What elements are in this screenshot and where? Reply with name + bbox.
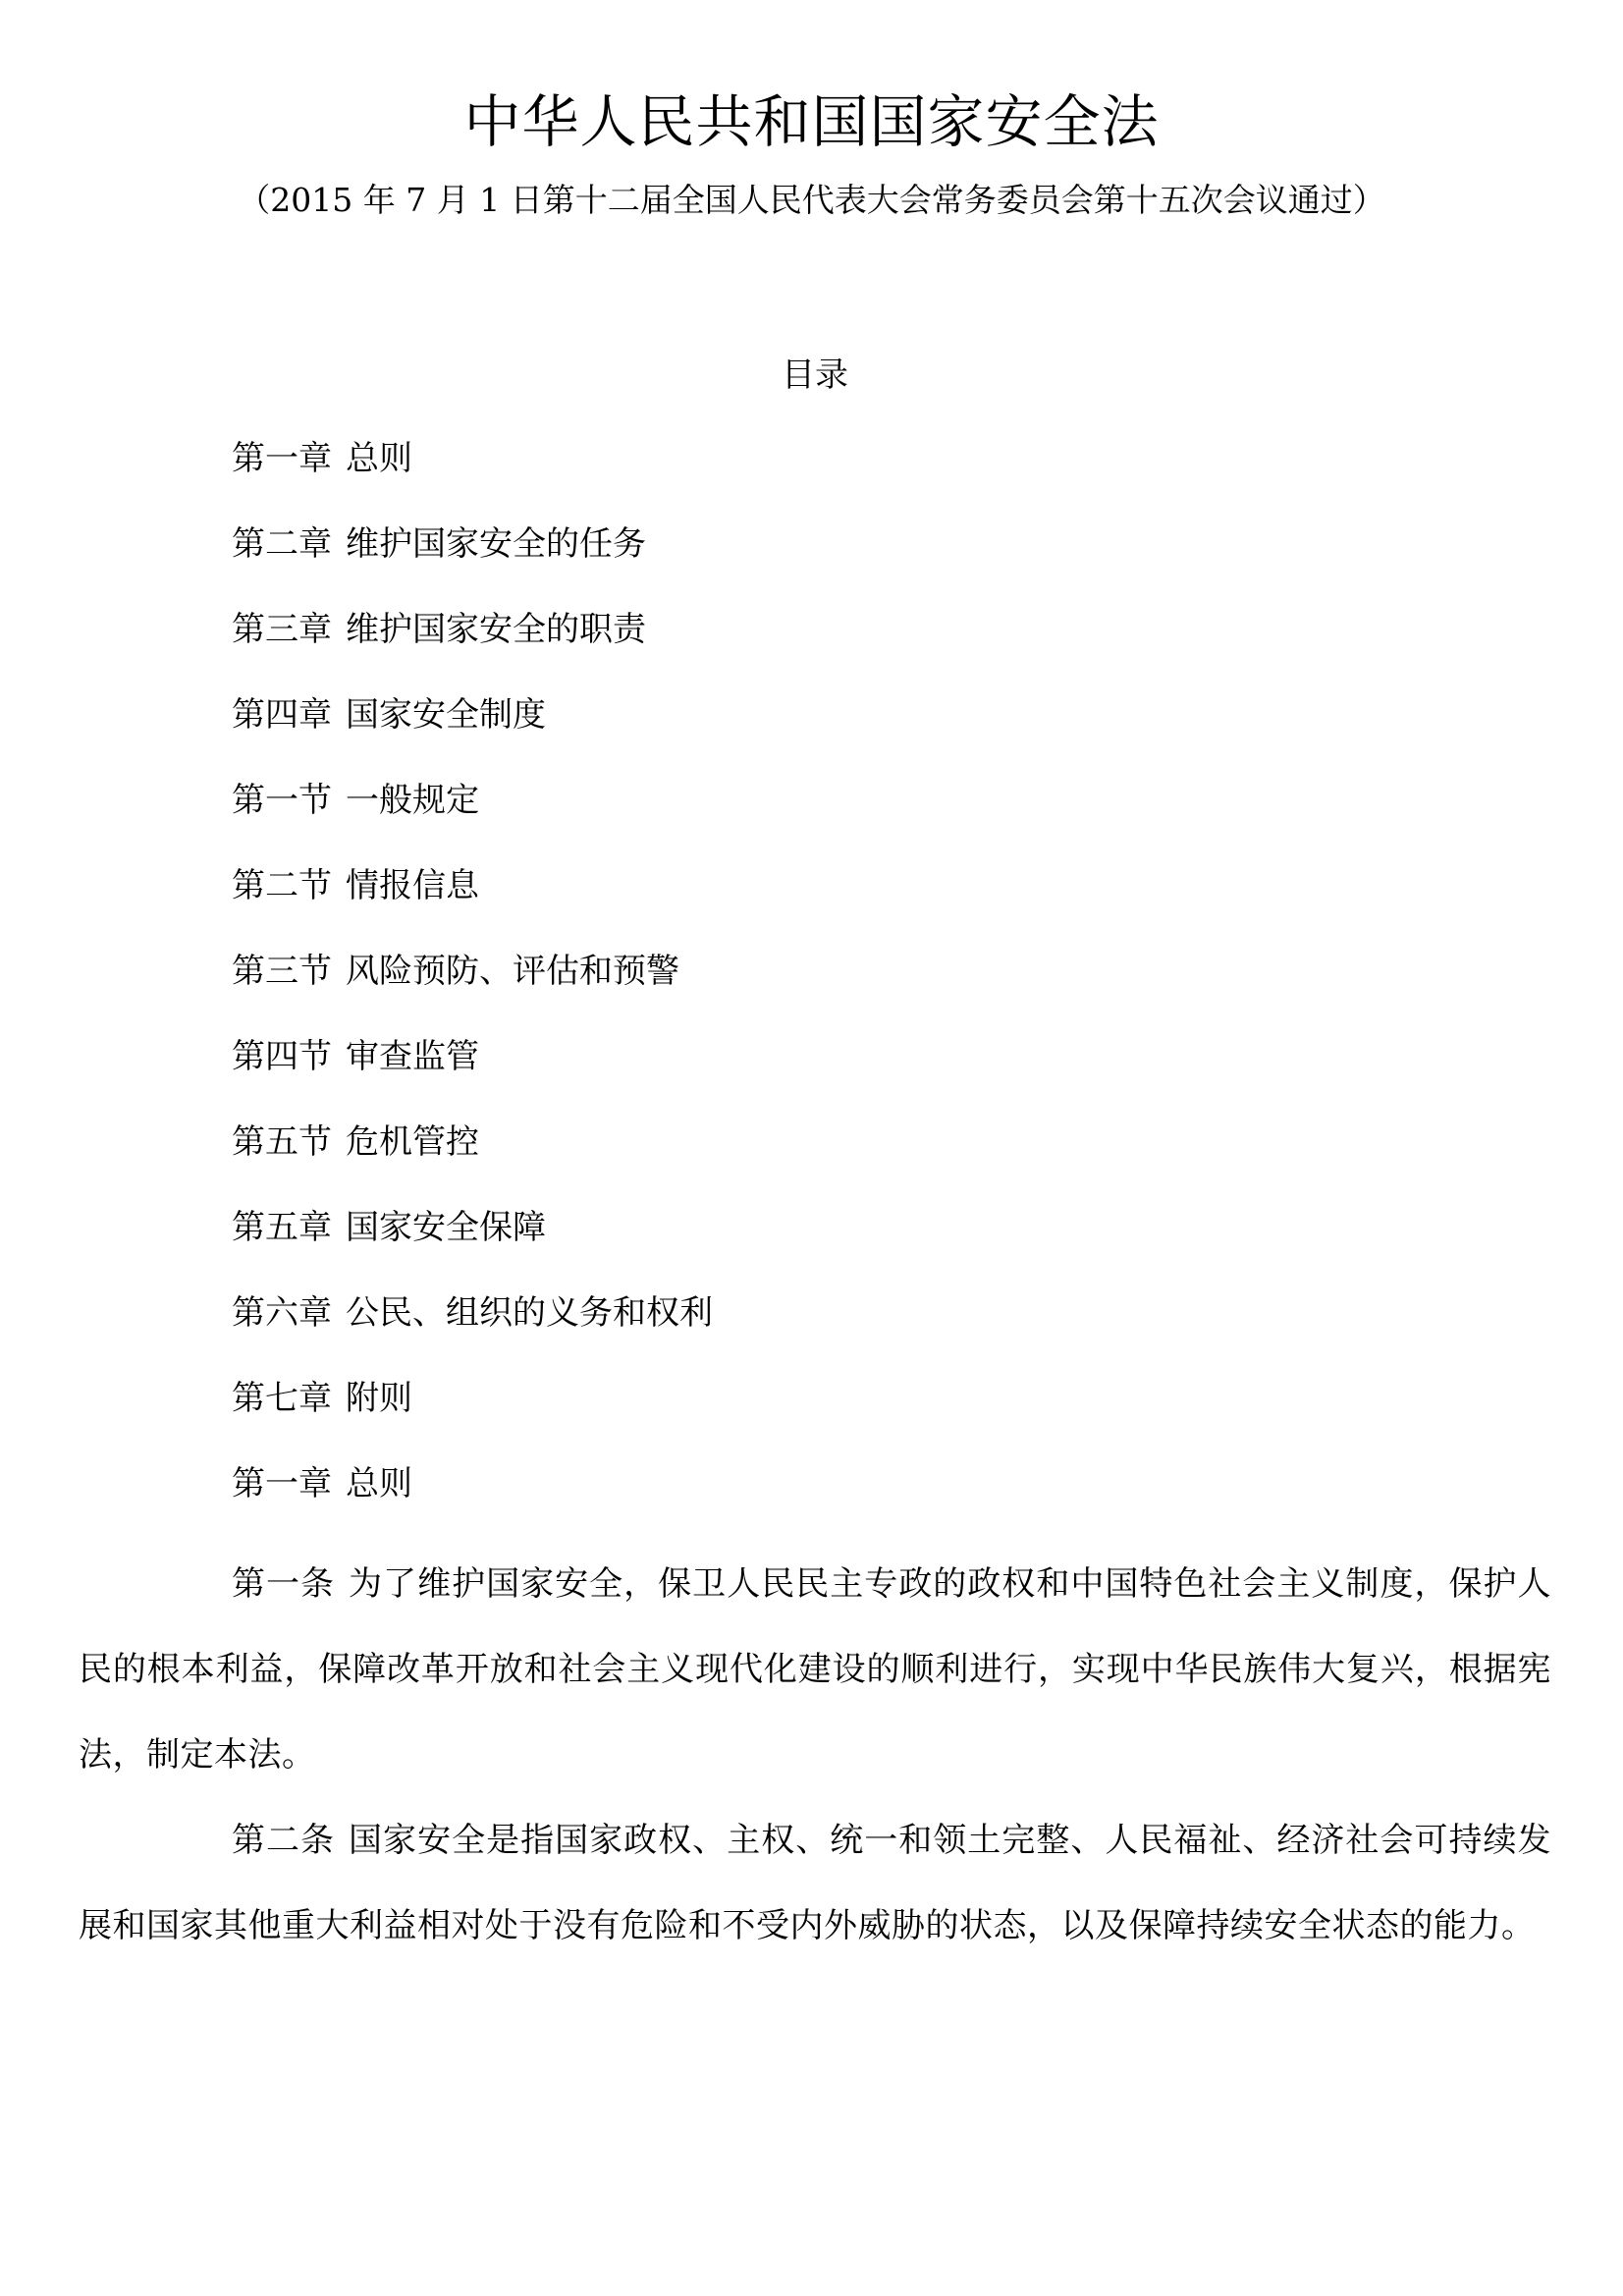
toc-item bbox=[232, 1121, 713, 1206]
toc-item-text: 公民、组织的义务和权利 bbox=[346, 1293, 713, 1333]
article-paragraph bbox=[79, 1798, 1551, 1969]
article-label: 第二条 bbox=[232, 1821, 336, 1860]
article-text: 为了维护国家安全，保卫人民民主专政的政权和中国特色社会主义制度，保护人民的根本利益，保障改革开放和社会主义现代化建设的顺利进行，实现中华民族伟大复兴，根据宪法，制定本法。 bbox=[79, 1564, 1552, 1775]
toc-item-label: 第一节 bbox=[232, 781, 332, 820]
toc-item-text: 风险预防、评估和预警 bbox=[346, 952, 679, 991]
toc-item bbox=[232, 1291, 713, 1377]
toc-item-text: 国家安全保障 bbox=[346, 1208, 546, 1247]
chapter-heading-label: 第一章 bbox=[232, 1464, 332, 1503]
toc-item-text: 危机管控 bbox=[346, 1122, 479, 1162]
toc-item-text: 审查监管 bbox=[346, 1037, 479, 1076]
toc-item-label: 第四节 bbox=[232, 1037, 332, 1076]
toc-item bbox=[232, 693, 713, 779]
toc-item-text: 附则 bbox=[346, 1379, 412, 1418]
table-of-contents bbox=[232, 437, 713, 1548]
toc-item-text: 国家安全制度 bbox=[346, 695, 546, 735]
toc-item bbox=[232, 1377, 713, 1462]
toc-item-label: 第二节 bbox=[232, 866, 332, 905]
toc-item-text: 维护国家安全的职责 bbox=[346, 610, 646, 649]
toc-item bbox=[232, 608, 713, 693]
chapter-heading-text: 总则 bbox=[346, 1464, 412, 1503]
toc-item bbox=[232, 779, 713, 864]
document-subtitle: （2015 年 7 月 1 日第十二届全国人民代表大会常务委员会第十五次会议通过） bbox=[238, 181, 1385, 219]
article-body bbox=[79, 1542, 1551, 1969]
toc-item-text: 总则 bbox=[346, 439, 412, 478]
toc-item-label: 第四章 bbox=[232, 695, 332, 735]
toc-item-text: 一般规定 bbox=[346, 781, 479, 820]
article-label: 第一条 bbox=[232, 1564, 336, 1604]
toc-heading: 目录 bbox=[782, 355, 848, 395]
toc-item-label: 第五章 bbox=[232, 1208, 332, 1247]
toc-item-text: 维护国家安全的任务 bbox=[346, 524, 646, 564]
toc-item bbox=[232, 1206, 713, 1291]
toc-item-text: 情报信息 bbox=[346, 866, 479, 905]
toc-item bbox=[232, 437, 713, 522]
article-text: 国家安全是指国家政权、主权、统一和领土完整、人民福祉、经济社会可持续发展和国家其他重大利益相对处于没有危险和不受内外威胁的状态，以及保障持续安全状态的能力。 bbox=[79, 1821, 1552, 1945]
chapter-heading bbox=[232, 1462, 713, 1548]
toc-item-label: 第六章 bbox=[232, 1293, 332, 1333]
article-paragraph bbox=[79, 1542, 1551, 1798]
toc-item-label: 第三章 bbox=[232, 610, 332, 649]
toc-item-label: 第三节 bbox=[232, 952, 332, 991]
toc-item-label: 第七章 bbox=[232, 1379, 332, 1418]
toc-item bbox=[232, 864, 713, 950]
toc-item-label: 第一章 bbox=[232, 439, 332, 478]
document-title: 中华人民共和国国家安全法 bbox=[463, 88, 1160, 155]
toc-item-label: 第五节 bbox=[232, 1122, 332, 1162]
toc-item bbox=[232, 950, 713, 1035]
toc-item bbox=[232, 522, 713, 608]
toc-item-label: 第二章 bbox=[232, 524, 332, 564]
toc-item bbox=[232, 1035, 713, 1121]
